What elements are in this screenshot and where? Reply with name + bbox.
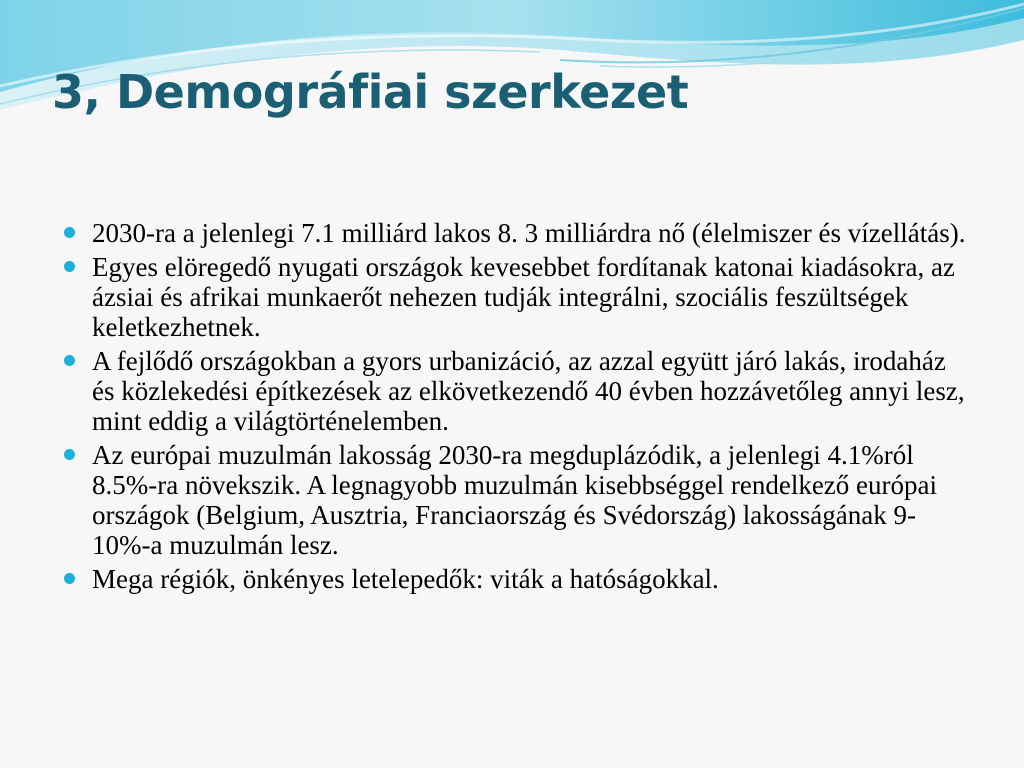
bullet-text: Egyes elöregedő nyugati országok kevesebbet fordítanak katonai kiadásokra, az ázsiai és afrikai munkaerőt nehezen tudják integrálni, szociális feszültségek keletkezhetnek. [92,252,955,342]
list-item [62,440,967,560]
bullet-icon [64,261,75,272]
list-item [62,218,967,248]
bullet-text: 2030-ra a jelenlegi 7.1 milliárd lakos 8. 3 milliárdra nő (élelmiszer és vízellátás). [92,218,966,248]
bullet-icon [64,449,75,460]
list-item [62,346,967,436]
bullet-icon [64,227,75,238]
bullet-text: Mega régiók, önkényes letelepedők: viták a hatóságokkal. [92,564,719,594]
bullet-list [62,218,967,598]
bullet-icon [64,355,75,366]
bullet-text: A fejlődő országokban a gyors urbanizáció, az azzal együtt járó lakás, irodaház és közlekedési építkezések az elkövetkezendő 40 évben hozzávetőleg annyi lesz, mint eddig a világtörténelemben. [92,346,965,436]
list-item [62,564,967,594]
bullet-icon [64,573,75,584]
page-title: 3, Demográfiai szerkezet [52,65,689,119]
list-item [62,252,967,342]
bullet-text: Az európai muzulmán lakosság 2030-ra megduplázódik, a jelenlegi 4.1%ról 8.5%-ra növekszik. A legnagyobb muzulmán kisebbséggel rendelkező európai országok (Belgium, Ausztria, Franciaország és Svédország) lakosságának 9-10%-a muzulmán lesz. [92,440,938,560]
